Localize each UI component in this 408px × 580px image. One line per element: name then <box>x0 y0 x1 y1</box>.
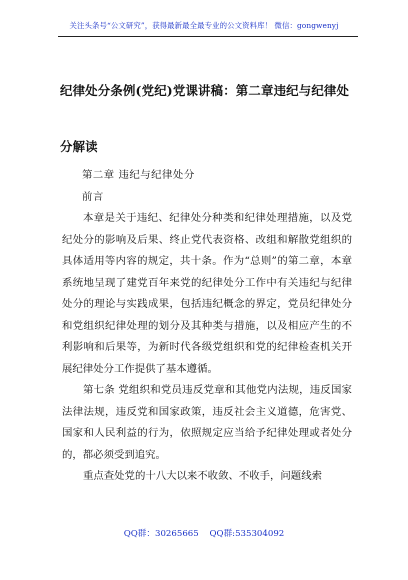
footer-qq-group-1: QQ群：30265665 <box>123 529 199 539</box>
paragraph-intro: 本章是关于违纪、纪律处分种类和纪律处理措施，以及党纪处分的影响及后果、终止党代表资格、改组和解散党组织的具体适用等内容的规定，共十条。作为“总则”的第二章，本章系统地呈现了建党百年来党的纪律处分工作中有关违纪与纪律处分的理论与实践成果，包括违纪概念的界定，党员纪律处分和党组织纪律处理的划分及其种类与措施，以及相应产生的不利影响和后果等，为新时代各级党组织和党的纪律检查机关开展纪律处分工作提供了基本遵循。 <box>62 212 352 375</box>
footer-qq-group-2: QQ群:535304092 <box>209 529 285 539</box>
paragraph-focus: 重点查处党的十八大以来不收敛、不收手，问题线索 <box>83 470 322 482</box>
header-divider <box>58 36 358 37</box>
paragraph-article-7: 第七条 党组织和党员违反党章和其他党内法规，违反国家法律法规，违反党和国家政策，违反社会主义道德，危害党、国家和人民利益的行为，依照规定应当给予纪律处理或者处分的，都必须受到追究。 <box>62 384 352 461</box>
section-heading-preface: 前言 <box>82 190 104 203</box>
document-title: 纪律处分条例(党纪)党课讲稿：第二章违纪与纪律处分解读 <box>60 83 350 154</box>
document-body <box>62 165 352 488</box>
page-header-notice: 关注头条号“公文研究”，获得最新最全最专业的公文资料库！ 微信：gongwenyj <box>69 21 339 30</box>
page-footer <box>0 527 408 539</box>
chapter-heading: 第二章 违纪与纪律处分 <box>82 169 195 181</box>
